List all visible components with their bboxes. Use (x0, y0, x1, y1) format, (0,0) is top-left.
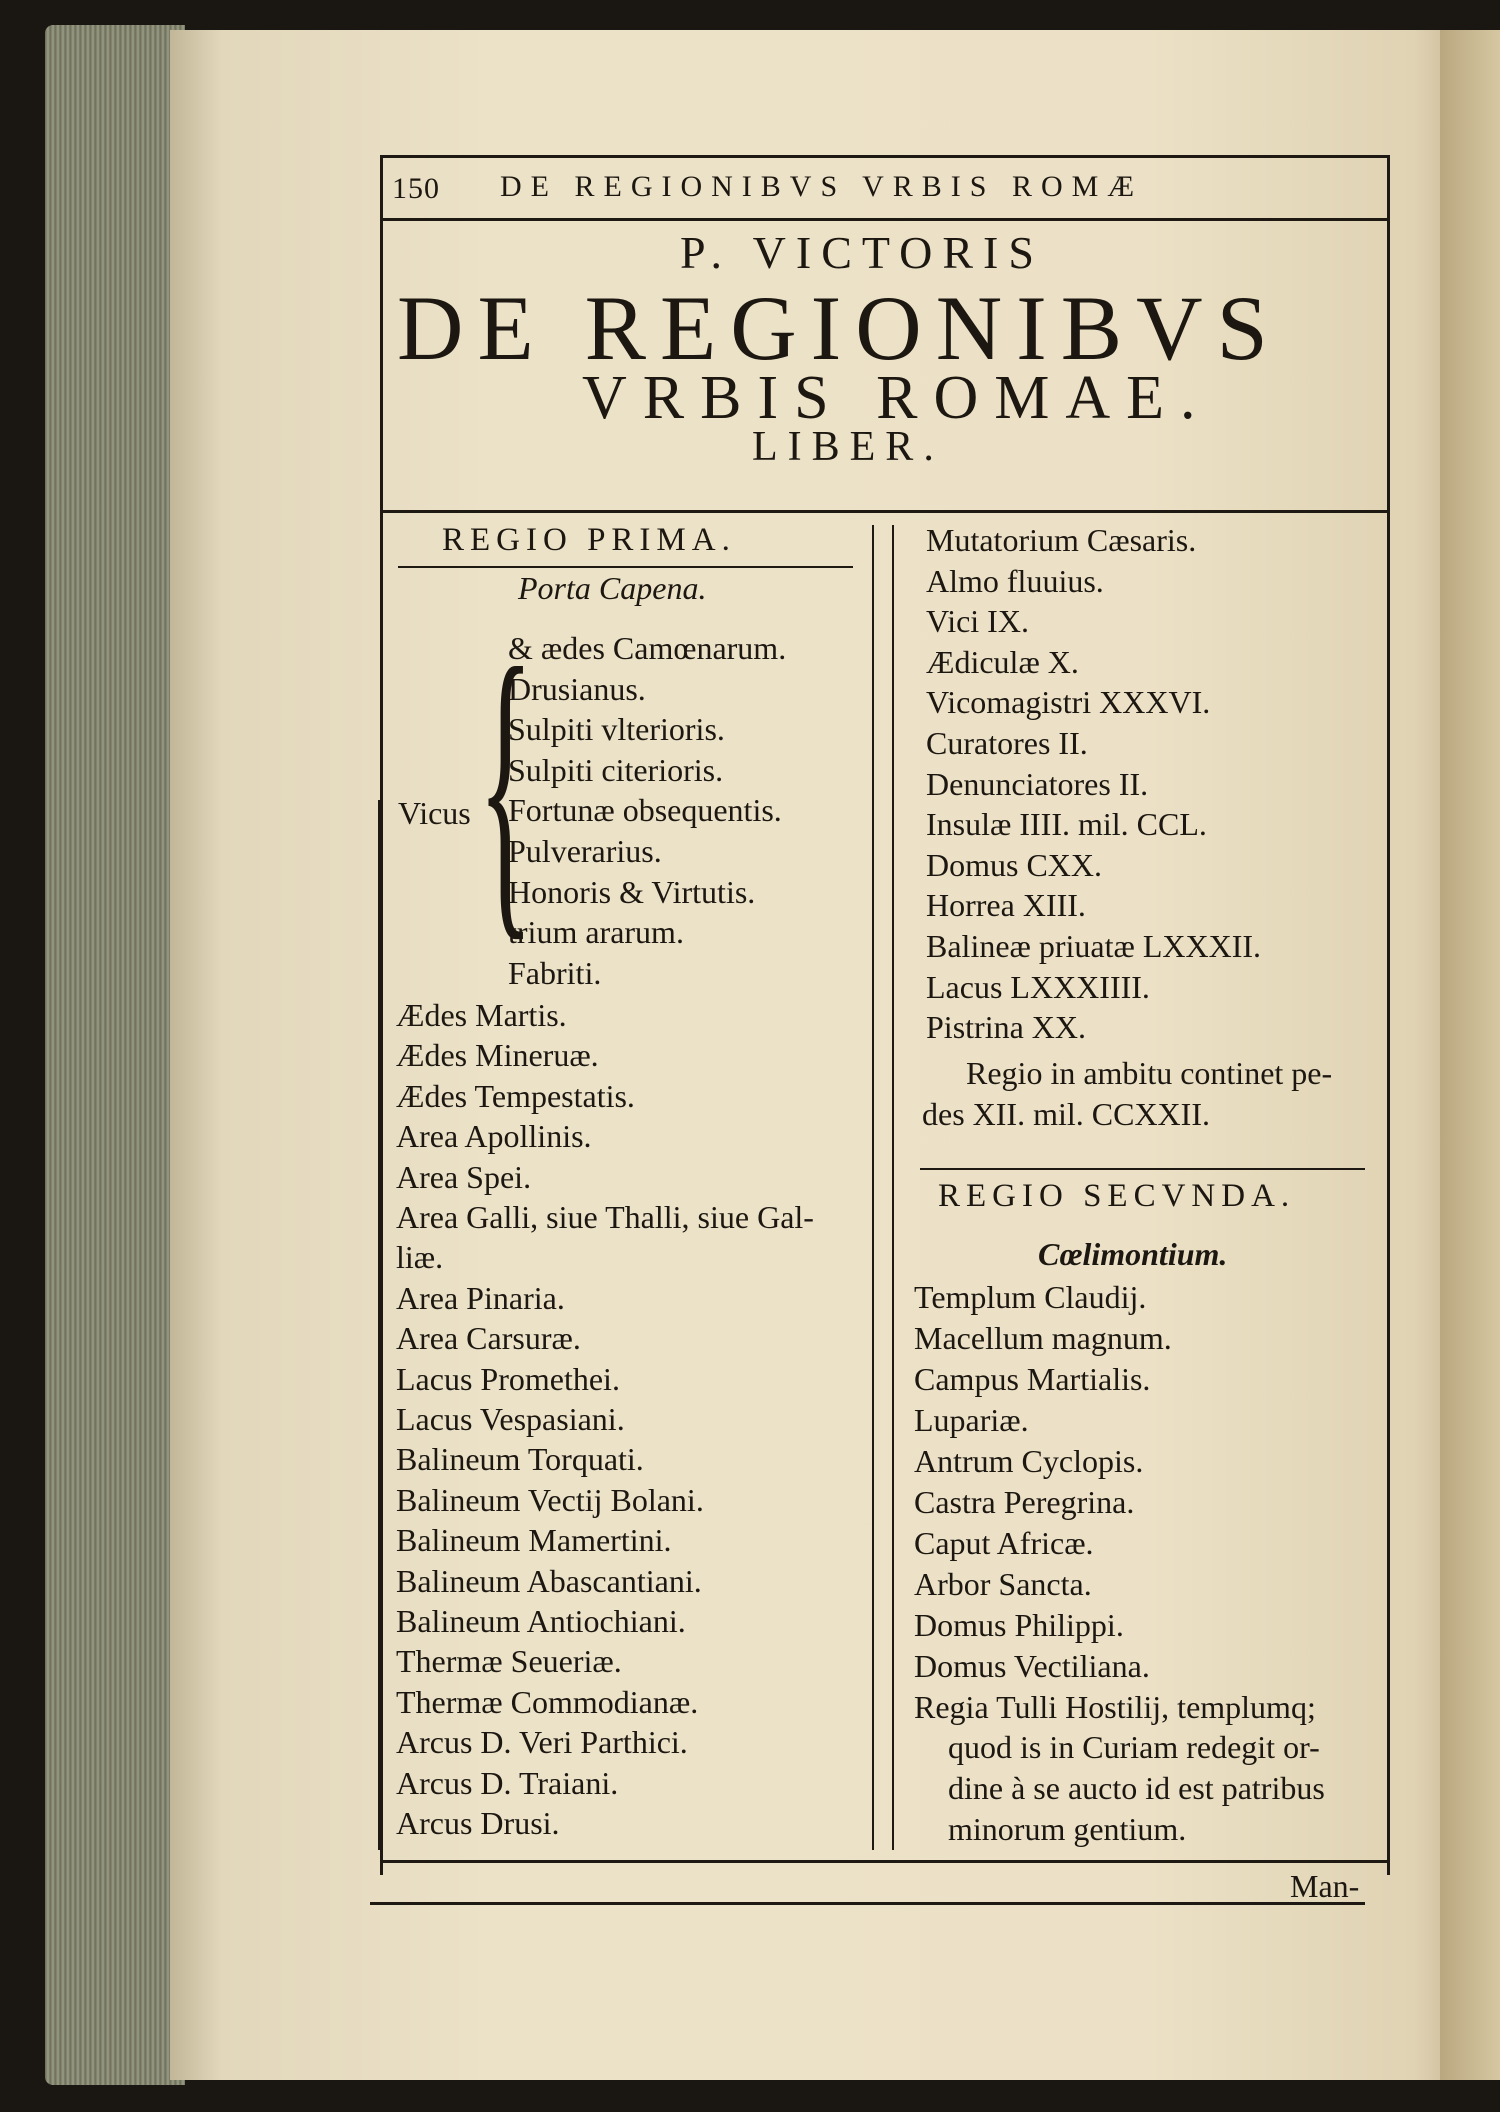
list-item: Balineum Antiochiani. (396, 1603, 686, 1639)
head-rule (382, 218, 1390, 221)
facing-page-edge (1440, 30, 1500, 2080)
vicus-item: Pulverarius. (508, 833, 662, 869)
title-rule (382, 510, 1390, 513)
list-item: Lacus Promethei. (396, 1360, 620, 1397)
list-item: Templum Claudij. (914, 1279, 1147, 1315)
section-heading-2: REGIO SECVNDA. (938, 1178, 1296, 1214)
vicus-item: Fortunæ obsequentis. (508, 792, 782, 829)
foot-rule (370, 1902, 1365, 1905)
title-line-2: DE REGIONIBVS (397, 277, 1282, 379)
section-subheading-2: Cœlimontium. (1038, 1236, 1228, 1272)
vicus-item: trium ararum. (508, 914, 684, 951)
list-item: Vicomagistri XXXVI. (926, 684, 1211, 721)
list-item: Ædiculæ X. (926, 643, 1079, 680)
bottom-rule (382, 1860, 1390, 1863)
list-item: Ædes Mineruæ. (396, 1037, 599, 1074)
list-item: Area Spei. (396, 1158, 532, 1195)
list-item: Arbor Sancta. (914, 1566, 1092, 1602)
list-item: Castra Peregrina. (914, 1484, 1135, 1520)
title-line-1: P. VICTORIS (680, 227, 1044, 278)
list-item: dine à se aucto id est patribus (948, 1770, 1325, 1806)
vicus-item: Drusianus. (508, 670, 646, 707)
column-divider-left (872, 525, 874, 1850)
list-item: Arcus Drusi. (396, 1805, 560, 1841)
list-item: Horrea XIII. (926, 887, 1086, 924)
section-rule-left (398, 566, 853, 568)
list-item: Balineum Vectij Bolani. (396, 1481, 704, 1518)
section-subheading: Porta Capena. (518, 570, 707, 606)
list-item: Ædes Tempestatis. (396, 1077, 635, 1114)
list-item: Arcus D. Traiani. (396, 1764, 619, 1801)
vicus-item: Sulpiti vlterioris. (508, 711, 725, 748)
section-heading: REGIO PRIMA. (442, 522, 736, 558)
list-item: Area Galli, siue Thalli, siue Gal- (396, 1199, 814, 1235)
list-item: Macellum magnum. (914, 1320, 1172, 1356)
list-item: Balineum Mamertini. (396, 1522, 672, 1559)
vicus-marginal-rule (378, 800, 380, 1850)
vicus-brace: { (478, 602, 534, 967)
vicus-item: Sulpiti citerioris. (508, 751, 724, 788)
list-item: Regia Tulli Hostilij, templumq; (914, 1689, 1316, 1725)
vicus-item: & ædes Camœnarum. (508, 630, 787, 666)
list-item: Balineæ priuatæ LXXXII. (926, 928, 1262, 964)
list-item: Caput Africæ. (914, 1525, 1094, 1561)
list-item: Curatores II. (926, 725, 1088, 761)
list-item: Campus Martialis. (914, 1361, 1151, 1397)
vicus-item: Fabriti. (508, 954, 602, 991)
vicus-item: Honoris & Virtutis. (508, 873, 756, 910)
catchword: Man- (1290, 1868, 1360, 1904)
list-item: Insulæ IIII. mil. CCL. (926, 806, 1207, 843)
list-item: Lupariæ. (914, 1402, 1029, 1438)
list-item: Mutatorium Cæsaris. (926, 522, 1197, 558)
running-head: DE REGIONIBVS VRBIS ROMÆ (500, 170, 1144, 203)
list-item: Arcus D. Veri Parthici. (396, 1724, 688, 1761)
list-item: Vici IX. (926, 603, 1029, 640)
page-edges (45, 25, 185, 2085)
list-item: Domus Philippi. (914, 1607, 1124, 1643)
section-rule-right (920, 1168, 1365, 1170)
list-item: Thermæ Commodianæ. (396, 1683, 699, 1720)
frame-left (380, 155, 383, 1875)
vicus-label: Vicus (398, 795, 471, 831)
title-line-4: LIBER. (752, 424, 944, 470)
list-item: Antrum Cyclopis. (914, 1443, 1144, 1479)
list-item: liæ. (396, 1239, 444, 1276)
title-line-3: VRBIS ROMAE. (582, 364, 1212, 432)
ambitus-line-1: Regio in ambitu continet pe- (966, 1055, 1333, 1091)
list-item: Lacus LXXXIIII. (926, 968, 1150, 1005)
list-item: Area Carsuræ. (396, 1320, 581, 1357)
list-item: quod is in Curiam redegit or- (948, 1729, 1320, 1765)
list-item: Domus Vectiliana. (914, 1648, 1150, 1684)
list-item: Denunciatores II. (926, 765, 1149, 802)
list-item: Almo fluuius. (926, 562, 1104, 599)
page-number: 150 (392, 172, 440, 205)
top-rule (382, 155, 1390, 158)
list-item: Thermæ Seueriæ. (396, 1643, 622, 1680)
list-item: Pistrina XX. (926, 1009, 1086, 1046)
list-item: Domus CXX. (926, 846, 1103, 883)
list-item: Ædes Martis. (396, 997, 567, 1033)
frame-right (1387, 155, 1390, 1875)
list-item: Lacus Vespasiani. (396, 1401, 625, 1437)
list-item: Balineum Abascantiani. (396, 1562, 702, 1599)
list-item: minorum gentium. (948, 1811, 1187, 1847)
list-item: Area Pinaria. (396, 1279, 565, 1316)
ambitus-line-2: des XII. mil. CCXXII. (922, 1096, 1210, 1132)
list-item: Balineum Torquati. (396, 1441, 644, 1478)
list-item: Area Apollinis. (396, 1118, 592, 1155)
column-divider-right (892, 525, 894, 1850)
